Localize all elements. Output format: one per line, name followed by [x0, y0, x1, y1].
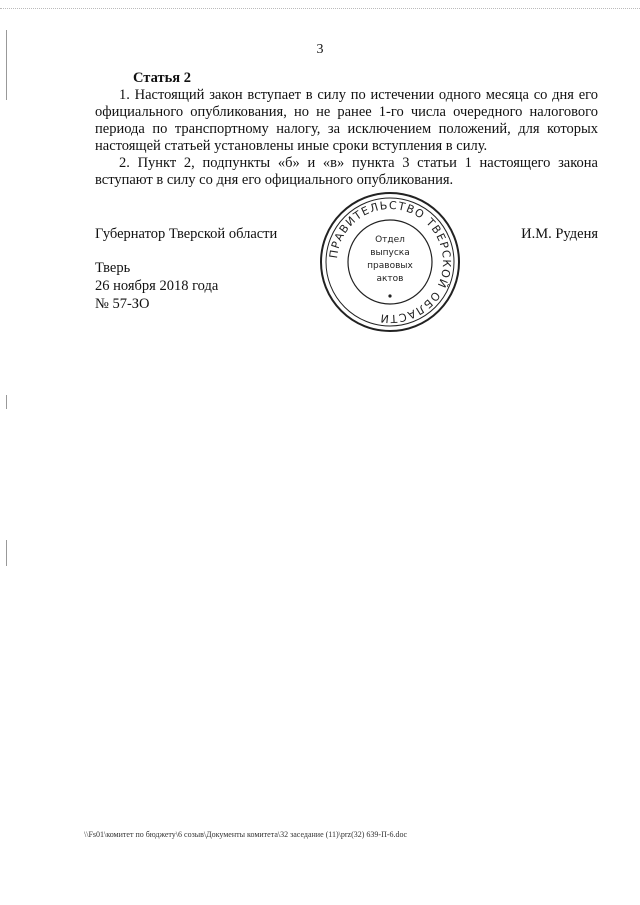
stamp-line: правовых [367, 261, 413, 271]
scan-margin-mark [6, 30, 7, 100]
stamp-ring-text: ПРАВИТЕЛЬСТВО ТВЕРСКОЙ ОБЛАСТИ [327, 198, 454, 326]
city: Тверь [95, 260, 131, 276]
stamp-line: актов [376, 274, 404, 284]
article-body [95, 70, 598, 189]
article-paragraph: 1. Настоящий закон вступает в силу по истечении одного месяца со дня его официального опубликования, но не ранее 1-го числа очередного налогового периода по транспортному налогу, за исключением положений, для которых настоящей статьей установлены иные сроки вступления в силу. [95, 87, 598, 154]
footer-file-path: \\Fs01\комитет по бюджету\6 созыв\Документы комитета\32 заседание (11)\prz(32) 639-П-6.doc [84, 830, 408, 839]
scan-margin-mark [6, 395, 7, 409]
signing-date: 26 ноября 2018 года [95, 278, 219, 294]
official-stamp [318, 190, 462, 334]
scan-top-edge [0, 0, 640, 9]
signatory-name: И.М. Руденя [521, 226, 598, 242]
signatory-title: Губернатор Тверской области [95, 226, 278, 242]
stamp-line: Отдел [375, 235, 405, 245]
article-paragraph: 2. Пункт 2, подпункты «б» и «в» пункта 3 статьи 1 настоящего закона вступают в силу со дня его официального опубликования. [95, 155, 598, 188]
stamp-line: выпуска [370, 248, 410, 258]
law-number: № 57-ЗО [95, 296, 150, 312]
stamp-dot [388, 294, 391, 297]
article-title: Статья 2 [133, 70, 191, 86]
place-date-block [95, 259, 218, 313]
stamp-graphic [318, 190, 462, 334]
page-number: 3 [316, 42, 324, 57]
scan-margin-mark [6, 540, 7, 566]
